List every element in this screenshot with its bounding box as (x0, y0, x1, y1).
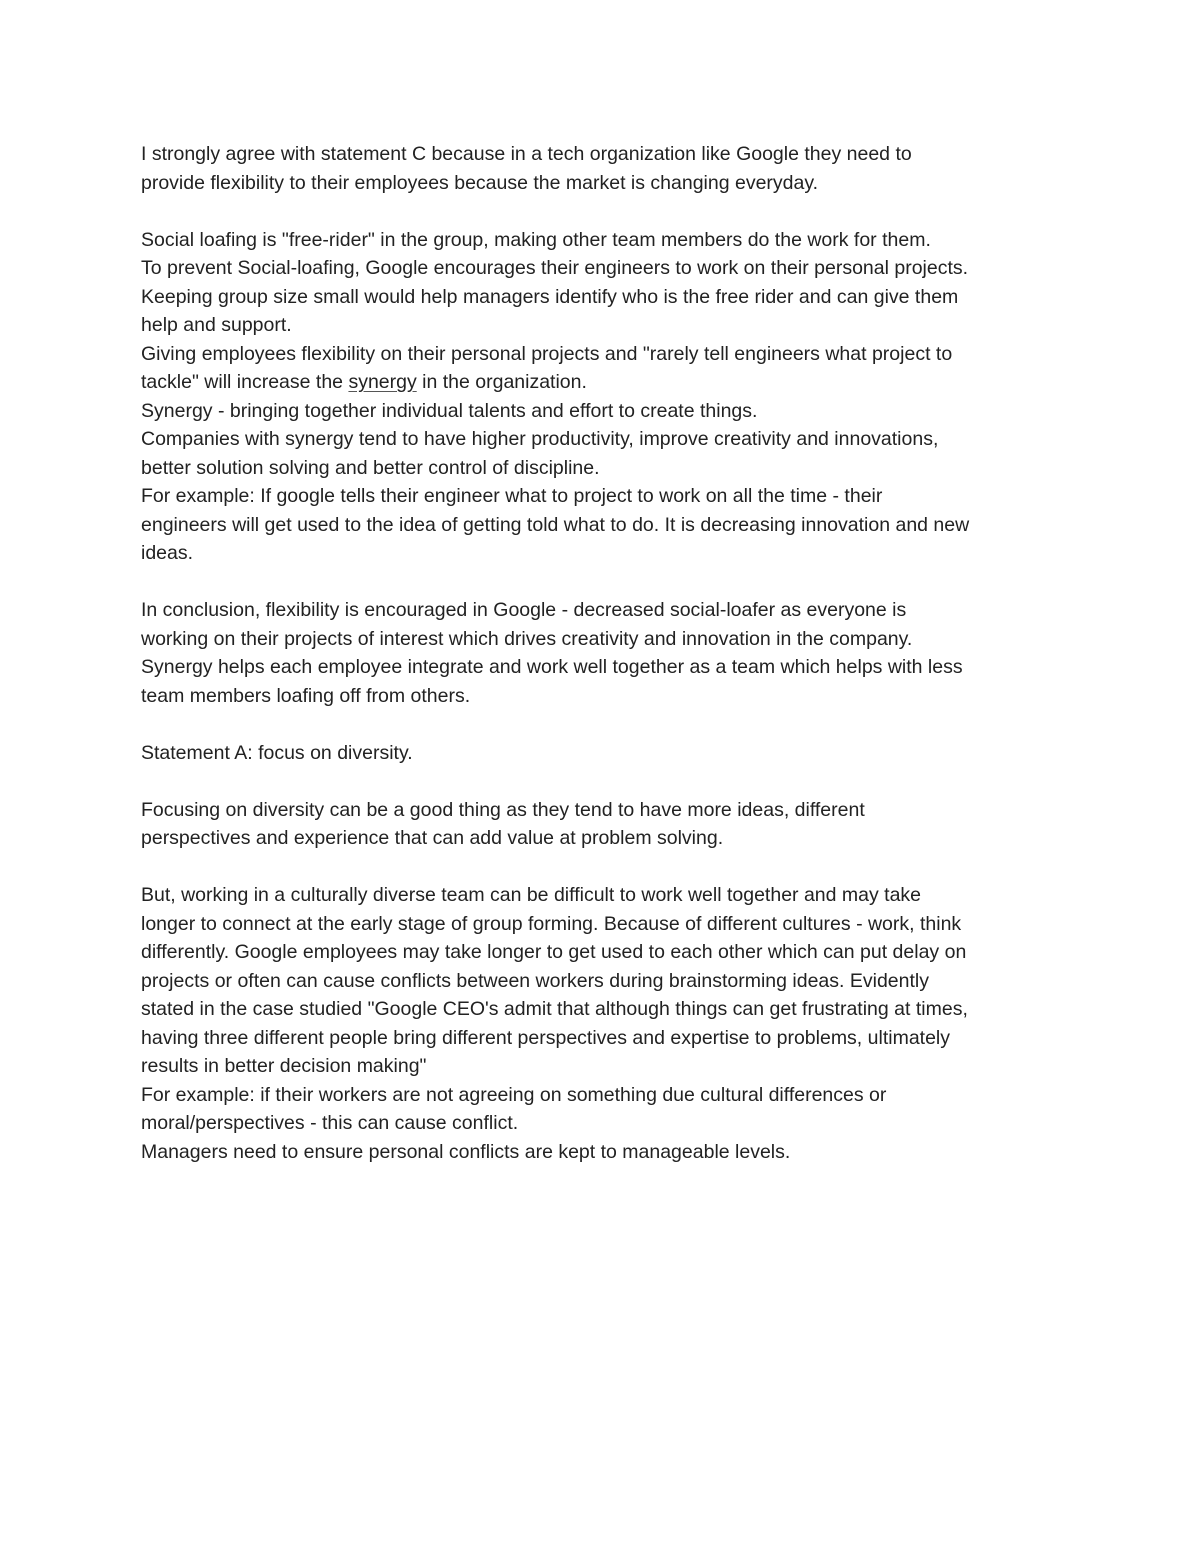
paragraph-gap (141, 568, 1081, 597)
text-line: working on their projects of interest which drives creativity and innovation in the company. (141, 627, 913, 650)
text-line: moral/perspectives - this can cause conflict. (141, 1112, 519, 1134)
text-line: having three different people bring different perspectives and expertise to problems, ultimately (141, 1026, 951, 1049)
paragraph (141, 881, 1081, 1166)
text-line: Keeping group size small would help managers identify who is the free rider and can give them (141, 285, 959, 308)
text-line: results in better decision making" (141, 1055, 427, 1077)
text-line (141, 368, 1081, 397)
text-line: Focusing on diversity can be a good thing as they tend to have more ideas, different (141, 798, 865, 821)
text-line: I strongly agree with statement C because in a tech organization like Google they need to (141, 143, 912, 165)
text-line: team members loafing off from others. (141, 684, 471, 707)
text-line: But, working in a culturally diverse team can be difficult to work well together and may take (141, 884, 922, 906)
paragraph-gap (141, 710, 1081, 739)
text-line: stated in the case studied "Google CEO's admit that although things can get frustrating at times, (141, 998, 968, 1020)
text-line: engineers will get used to the idea of getting told what to do. It is decreasing innovation and new (141, 513, 970, 536)
text-line: For example: if their workers are not agreeing on something due cultural differences or (141, 1083, 887, 1106)
text-line: differently. Google employees may take longer to get used to each other which can put delay on (141, 941, 967, 963)
text-line: Synergy helps each employee integrate and work well together as a team which helps with less (141, 656, 963, 678)
text-line: better solution solving and better control of discipline. (141, 456, 600, 479)
paragraph (141, 596, 1081, 710)
text-line: In conclusion, flexibility is encouraged in Google - decreased social-loafer as everyone is (141, 599, 907, 621)
text-line: To prevent Social-loafing, Google encourages their engineers to work on their personal projects. (141, 257, 969, 279)
text-segment: tackle" will increase the (141, 371, 349, 393)
text-line: Social loafing is "free-rider" in the group, making other team members do the work for them. (141, 228, 931, 251)
text-line: Managers need to ensure personal conflicts are kept to manageable levels. (141, 1140, 791, 1163)
text-line: help and support. (141, 314, 292, 336)
text-line: Synergy - bringing together individual talents and effort to create things. (141, 399, 758, 422)
paragraph (141, 140, 1081, 197)
paragraph-gap (141, 767, 1081, 796)
text-segment: in the organization. (416, 371, 587, 393)
text-line: For example: If google tells their engineer what to project to work on all the time - their (141, 485, 883, 507)
underlined-word: synergy (348, 371, 417, 393)
paragraph-gap (141, 853, 1081, 882)
text-line: provide flexibility to their employees because the market is changing everyday. (141, 171, 819, 194)
paragraph (141, 796, 1081, 853)
text-line: perspectives and experience that can add value at problem solving. (141, 827, 724, 849)
document-body (141, 140, 1081, 1166)
text-line: projects or often can cause conflicts between workers during brainstorming ideas. Evidently (141, 969, 929, 992)
paragraph (141, 739, 1081, 768)
paragraph-gap (141, 197, 1081, 226)
text-line: Statement A: focus on diversity. (141, 741, 413, 764)
text-line: ideas. (141, 542, 194, 564)
text-line: Giving employees flexibility on their personal projects and "rarely tell engineers what project to (141, 342, 953, 365)
text-line: longer to connect at the early stage of group forming. Because of different cultures - work, think (141, 912, 962, 935)
paragraph (141, 226, 1081, 568)
text-line: Companies with synergy tend to have higher productivity, improve creativity and innovations, (141, 428, 939, 450)
